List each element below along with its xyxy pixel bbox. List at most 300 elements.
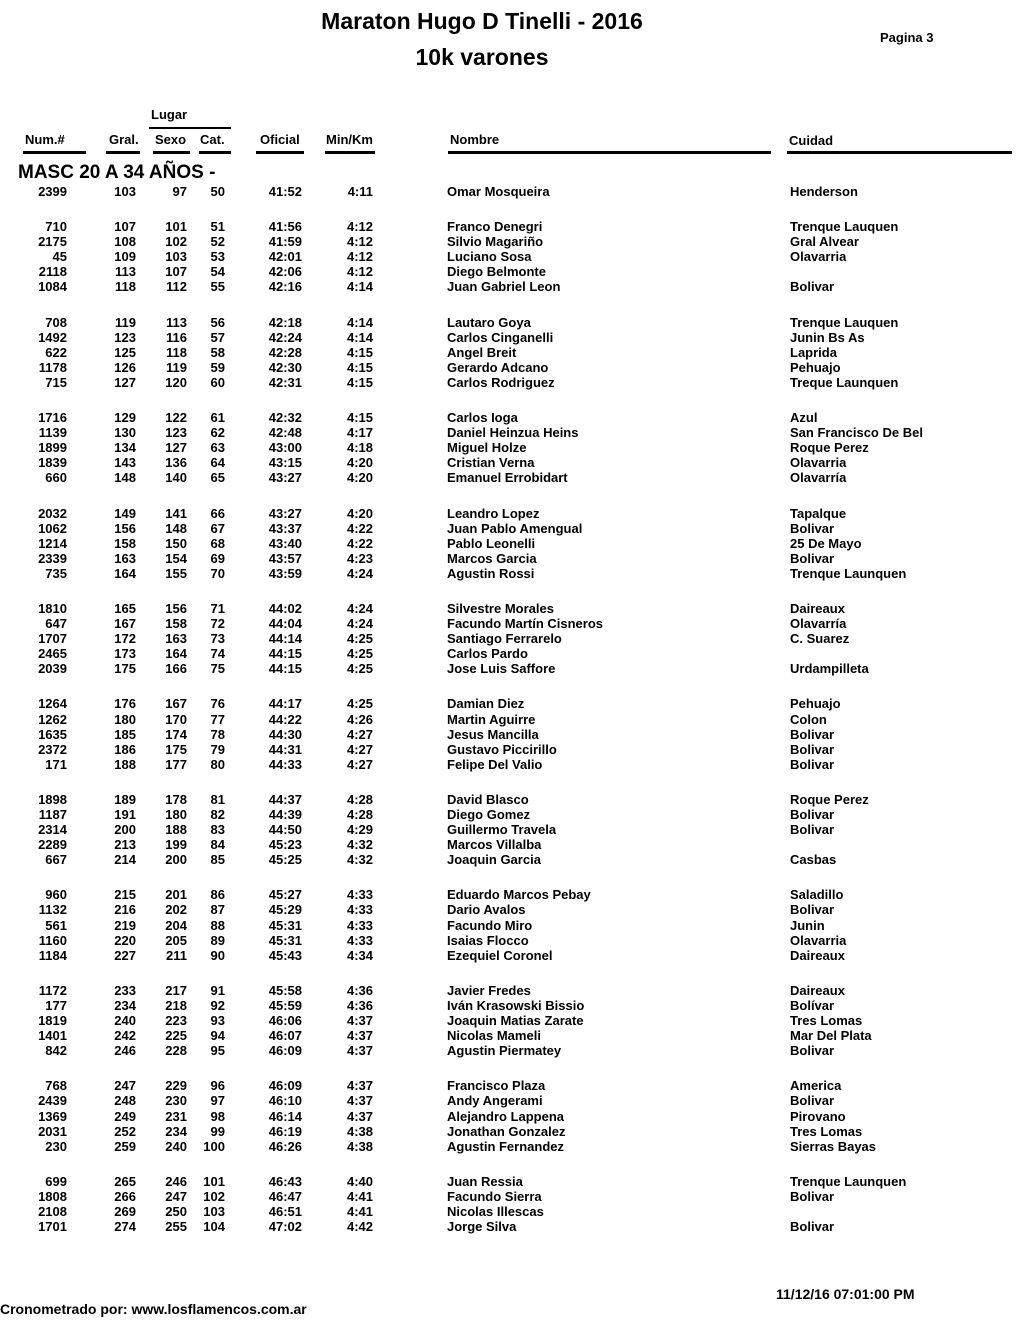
cell-cat: 89 xyxy=(210,932,225,948)
cell-cat: 92 xyxy=(210,997,225,1013)
cell-oficial: 44:15 xyxy=(268,646,302,662)
cell-num: 622 xyxy=(45,344,67,360)
cell-minkm: 4:12 xyxy=(346,219,373,235)
cell-nombre: Andy Angerami xyxy=(447,1093,543,1109)
cell-minkm: 4:28 xyxy=(346,791,373,807)
table-row xyxy=(0,1219,1024,1234)
cell-sexo: 102 xyxy=(165,234,187,250)
cell-oficial: 45:59 xyxy=(268,997,302,1013)
cell-nombre: Guillermo Travela xyxy=(447,822,557,838)
cell-ciudad: Roque Perez xyxy=(790,440,869,456)
cell-gral: 247 xyxy=(114,1078,136,1094)
cell-minkm: 4:22 xyxy=(346,535,373,551)
cell-num: 735 xyxy=(45,565,67,581)
cell-nombre: Carlos Ioga xyxy=(447,410,518,426)
cell-nombre: Santiago Ferrarelo xyxy=(447,631,562,647)
cell-sexo: 154 xyxy=(165,550,187,566)
column-header-sexo: Sexo xyxy=(155,132,187,147)
document-title: Maraton Hugo D Tinelli - 2016 xyxy=(321,8,643,34)
cell-ciudad: Bolivar xyxy=(790,902,835,918)
cell-cat: 94 xyxy=(210,1028,225,1044)
cell-minkm: 4:20 xyxy=(346,455,373,471)
cell-oficial: 41:56 xyxy=(268,219,302,235)
cell-cat: 56 xyxy=(210,314,225,330)
table-row xyxy=(0,345,1024,360)
cell-cat: 83 xyxy=(210,822,225,838)
cell-oficial: 44:31 xyxy=(268,741,302,757)
cell-num: 660 xyxy=(45,470,67,486)
cell-gral: 219 xyxy=(114,917,136,933)
cell-nombre: Jorge Silva xyxy=(447,1219,517,1235)
cell-minkm: 4:12 xyxy=(346,234,373,250)
document-subtitle: 10k varones xyxy=(415,44,549,70)
cell-ciudad: Bolivar xyxy=(790,726,835,742)
cell-sexo: 120 xyxy=(165,374,187,390)
cell-oficial: 44:02 xyxy=(268,600,302,616)
cell-nombre: Juan Gabriel Leon xyxy=(447,279,561,295)
cell-nombre: Jesus Mancilla xyxy=(447,726,539,742)
cell-cat: 100 xyxy=(203,1138,225,1154)
cell-sexo: 119 xyxy=(166,359,187,375)
table-row xyxy=(0,661,1024,676)
cell-gral: 113 xyxy=(115,264,136,280)
cell-sexo: 113 xyxy=(166,314,187,330)
cell-num: 2118 xyxy=(38,264,67,280)
cell-oficial: 44:37 xyxy=(268,791,302,807)
cell-ciudad: Bolivar xyxy=(790,807,835,822)
cell-gral: 149 xyxy=(114,505,136,521)
cell-oficial: 47:02 xyxy=(268,1219,302,1235)
cell-nombre: Facundo Miro xyxy=(447,917,533,933)
cell-nombre: Ezequiel Coronel xyxy=(447,947,553,963)
cell-num: 2399 xyxy=(38,184,67,199)
table-row xyxy=(0,918,1024,933)
table-row xyxy=(0,998,1024,1013)
cell-minkm: 4:26 xyxy=(346,711,373,727)
cell-sexo: 211 xyxy=(166,947,187,963)
cell-cat: 97 xyxy=(210,1093,225,1109)
cell-cat: 98 xyxy=(210,1108,225,1124)
cell-oficial: 46:19 xyxy=(268,1123,302,1139)
cell-num: 1707 xyxy=(38,631,67,647)
table-row xyxy=(0,631,1024,646)
cell-ciudad: 25 De Mayo xyxy=(790,535,862,551)
cell-oficial: 45:43 xyxy=(268,947,302,963)
cell-minkm: 4:14 xyxy=(346,279,373,295)
cell-sexo: 122 xyxy=(165,410,187,426)
header-rule-nombre xyxy=(448,151,771,154)
cell-gral: 173 xyxy=(114,646,136,662)
cell-num: 1214 xyxy=(38,535,67,551)
cell-cat: 65 xyxy=(210,470,225,486)
cell-minkm: 4:22 xyxy=(346,520,373,536)
cell-nombre: Alejandro Lappena xyxy=(447,1108,565,1124)
cell-num: 2039 xyxy=(38,661,67,677)
cell-nombre: Carlos Cinganelli xyxy=(447,329,554,345)
results-table xyxy=(0,184,1024,1234)
cell-num: 647 xyxy=(45,616,67,632)
category-heading: MASC 20 A 34 AÑOS - xyxy=(18,162,216,183)
cell-gral: 216 xyxy=(114,902,136,918)
cell-nombre: Dario Avalos xyxy=(447,902,526,918)
table-row xyxy=(0,933,1024,948)
cell-oficial: 46:10 xyxy=(268,1093,302,1109)
cell-gral: 175 xyxy=(114,661,136,677)
cell-gral: 220 xyxy=(114,932,136,948)
cell-cat: 96 xyxy=(210,1078,225,1094)
cell-cat: 61 xyxy=(210,410,225,426)
page-number: Pagina 3 xyxy=(880,30,934,45)
column-header-nombre: Nombre xyxy=(450,132,500,147)
cell-cat: 85 xyxy=(210,852,225,868)
cell-cat: 79 xyxy=(210,741,225,757)
cell-oficial: 46:47 xyxy=(268,1188,302,1204)
cell-ciudad: Olavarría xyxy=(790,616,847,632)
table-row xyxy=(0,822,1024,837)
cell-oficial: 45:58 xyxy=(268,982,302,998)
table-row xyxy=(0,264,1024,279)
cell-sexo: 205 xyxy=(165,932,187,948)
table-row xyxy=(0,1093,1024,1108)
cell-sexo: 118 xyxy=(166,344,187,360)
cell-ciudad: Trenque Launquen xyxy=(790,565,907,581)
cell-gral: 248 xyxy=(114,1093,136,1109)
cell-num: 2314 xyxy=(38,822,67,838)
cell-nombre: Agustin Fernandez xyxy=(447,1138,565,1154)
table-row xyxy=(0,249,1024,264)
cell-oficial: 42:01 xyxy=(268,249,302,265)
table-row xyxy=(0,1078,1024,1093)
cell-minkm: 4:25 xyxy=(346,661,373,677)
cell-nombre: Leandro Lopez xyxy=(447,505,540,521)
cell-oficial: 42:31 xyxy=(268,374,302,390)
table-row xyxy=(0,837,1024,852)
cell-cat: 76 xyxy=(210,696,225,712)
header-rule-ciudad xyxy=(787,151,1012,154)
cell-num: 1184 xyxy=(38,947,67,963)
cell-oficial: 45:31 xyxy=(268,932,302,948)
cell-gral: 213 xyxy=(114,837,136,853)
cell-cat: 68 xyxy=(210,535,225,551)
cell-nombre: Marcos Garcia xyxy=(447,550,537,566)
cell-cat: 77 xyxy=(210,711,225,727)
cell-oficial: 45:29 xyxy=(268,902,302,918)
cell-sexo: 229 xyxy=(165,1078,187,1094)
cell-sexo: 231 xyxy=(165,1108,187,1124)
cell-sexo: 201 xyxy=(165,887,187,903)
cell-minkm: 4:42 xyxy=(346,1219,373,1235)
table-row xyxy=(0,757,1024,772)
cell-gral: 252 xyxy=(114,1123,136,1139)
cell-nombre: Facundo Martín Cisneros xyxy=(447,616,604,632)
cell-oficial: 44:50 xyxy=(268,822,302,838)
table-row xyxy=(0,616,1024,631)
table-row xyxy=(0,807,1024,822)
cell-ciudad: Bolivar xyxy=(790,1219,835,1235)
table-row xyxy=(0,440,1024,455)
cell-gral: 227 xyxy=(114,947,136,963)
cell-gral: 107 xyxy=(114,219,136,235)
cell-cat: 95 xyxy=(210,1043,225,1059)
cell-num: 561 xyxy=(45,917,67,933)
cell-cat: 58 xyxy=(210,344,225,360)
cell-oficial: 46:09 xyxy=(268,1043,302,1059)
cell-num: 1264 xyxy=(38,696,67,712)
header-rule-sexo xyxy=(153,151,190,154)
cell-num: 1899 xyxy=(38,440,67,456)
column-header-num: Num.# xyxy=(25,132,65,147)
cell-oficial: 42:48 xyxy=(268,425,302,441)
table-row xyxy=(0,184,1024,199)
cell-num: 1701 xyxy=(38,1219,67,1235)
cell-cat: 71 xyxy=(210,600,225,616)
cell-num: 960 xyxy=(45,887,67,903)
cell-minkm: 4:11 xyxy=(347,184,373,199)
cell-num: 1635 xyxy=(38,726,67,742)
cell-sexo: 170 xyxy=(165,711,187,727)
table-row xyxy=(0,601,1024,616)
table-row xyxy=(0,315,1024,330)
cell-cat: 60 xyxy=(210,374,225,390)
cell-ciudad: C. Suarez xyxy=(790,631,850,647)
cell-nombre: Silvestre Morales xyxy=(447,600,554,616)
cell-gral: 265 xyxy=(114,1173,136,1189)
table-row xyxy=(0,410,1024,425)
cell-minkm: 4:34 xyxy=(346,947,373,963)
table-row xyxy=(0,1043,1024,1058)
cell-oficial: 42:30 xyxy=(268,359,302,375)
cell-num: 1839 xyxy=(38,455,67,471)
cell-cat: 66 xyxy=(210,505,225,521)
header-rule-gral xyxy=(106,151,140,154)
cell-ciudad: Bolívar xyxy=(790,997,835,1013)
cell-nombre: Javier Fredes xyxy=(447,982,531,998)
cell-num: 45 xyxy=(52,249,67,265)
cell-ciudad: Pirovano xyxy=(790,1108,846,1124)
cell-oficial: 42:24 xyxy=(268,329,302,345)
cell-gral: 118 xyxy=(115,279,136,295)
cell-nombre: Facundo Sierra xyxy=(447,1188,542,1204)
cell-cat: 104 xyxy=(203,1219,225,1235)
cell-sexo: 163 xyxy=(165,631,187,647)
cell-minkm: 4:41 xyxy=(346,1188,373,1204)
cell-nombre: David Blasco xyxy=(447,791,529,807)
cell-minkm: 4:37 xyxy=(346,1078,373,1094)
cell-gral: 266 xyxy=(114,1188,136,1204)
table-row xyxy=(0,1013,1024,1028)
cell-minkm: 4:20 xyxy=(346,470,373,486)
cell-oficial: 44:15 xyxy=(268,661,302,677)
cell-cat: 93 xyxy=(210,1013,225,1029)
cell-sexo: 112 xyxy=(166,279,187,295)
cell-num: 1369 xyxy=(38,1108,67,1124)
cell-num: 768 xyxy=(45,1078,67,1094)
cell-gral: 165 xyxy=(114,600,136,616)
cell-nombre: Eduardo Marcos Pebay xyxy=(447,887,591,903)
cell-num: 2032 xyxy=(38,505,67,521)
cell-ciudad: Bolivar xyxy=(790,1188,835,1204)
cell-num: 699 xyxy=(45,1173,67,1189)
cell-ciudad: Azul xyxy=(790,410,818,426)
cell-ciudad: Pehuajo xyxy=(790,696,841,712)
cell-oficial: 46:51 xyxy=(268,1203,302,1219)
table-row xyxy=(0,521,1024,536)
cell-minkm: 4:14 xyxy=(346,314,373,330)
cell-oficial: 46:43 xyxy=(268,1173,302,1189)
cell-nombre: Damian Diez xyxy=(447,696,525,712)
cell-nombre: Cristian Verna xyxy=(447,455,535,471)
cell-ciudad: Pehuajo xyxy=(790,359,841,375)
cell-minkm: 4:38 xyxy=(346,1123,373,1139)
cell-gral: 126 xyxy=(114,359,136,375)
cell-cat: 86 xyxy=(210,887,225,903)
table-row xyxy=(0,1204,1024,1219)
cell-sexo: 101 xyxy=(165,219,187,235)
cell-num: 1084 xyxy=(38,279,67,295)
cell-sexo: 234 xyxy=(165,1123,187,1139)
cell-nombre: Agustin Piermatey xyxy=(447,1043,562,1059)
cell-sexo: 116 xyxy=(166,329,187,345)
cell-ciudad: Olavarría xyxy=(790,470,847,486)
cell-minkm: 4:37 xyxy=(346,1013,373,1029)
cell-cat: 90 xyxy=(210,947,225,963)
cell-ciudad: Junin xyxy=(790,917,825,933)
cell-oficial: 46:26 xyxy=(268,1138,302,1154)
cell-nombre: Miguel Holze xyxy=(447,440,527,456)
cell-num: 1062 xyxy=(38,520,67,536)
cell-ciudad: Olavarria xyxy=(790,455,847,471)
cell-num: 2439 xyxy=(38,1093,67,1109)
cell-num: 1716 xyxy=(38,410,67,426)
cell-num: 710 xyxy=(45,219,67,235)
cell-sexo: 164 xyxy=(165,646,187,662)
cell-num: 2289 xyxy=(38,837,67,853)
cell-nombre: Felipe Del Valio xyxy=(447,756,543,772)
table-row xyxy=(0,1174,1024,1189)
cell-cat: 54 xyxy=(210,264,225,280)
cell-oficial: 44:30 xyxy=(268,726,302,742)
cell-cat: 103 xyxy=(203,1203,225,1219)
cell-minkm: 4:14 xyxy=(346,329,373,345)
cell-oficial: 42:06 xyxy=(268,264,302,280)
cell-nombre: Carlos Pardo xyxy=(447,646,528,662)
cell-ciudad: Trenque Lauquen xyxy=(790,219,899,235)
cell-nombre: Martin Aguirre xyxy=(447,711,536,727)
cell-nombre: Gerardo Adcano xyxy=(447,359,549,375)
table-row xyxy=(0,566,1024,581)
cell-ciudad: Bolivar xyxy=(790,550,835,566)
cell-minkm: 4:25 xyxy=(346,631,373,647)
cell-cat: 74 xyxy=(210,646,225,662)
cell-oficial: 42:32 xyxy=(268,410,302,426)
cell-oficial: 44:17 xyxy=(268,696,302,712)
cell-sexo: 199 xyxy=(165,837,187,853)
cell-minkm: 4:41 xyxy=(346,1203,373,1219)
cell-sexo: 240 xyxy=(165,1138,187,1154)
table-row xyxy=(0,455,1024,470)
cell-num: 1819 xyxy=(38,1013,67,1029)
cell-cat: 102 xyxy=(203,1188,225,1204)
cell-oficial: 44:39 xyxy=(268,807,302,822)
cell-nombre: Daniel Heinzua Heins xyxy=(447,425,579,441)
cell-gral: 189 xyxy=(114,791,136,807)
table-row xyxy=(0,219,1024,234)
cell-oficial: 43:57 xyxy=(268,550,302,566)
cell-cat: 88 xyxy=(210,917,225,933)
cell-cat: 87 xyxy=(210,902,225,918)
cell-sexo: 202 xyxy=(165,902,187,918)
cell-minkm: 4:15 xyxy=(346,344,373,360)
cell-minkm: 4:32 xyxy=(346,837,373,853)
cell-oficial: 42:28 xyxy=(268,344,302,360)
cell-num: 1808 xyxy=(38,1188,67,1204)
cell-oficial: 41:52 xyxy=(268,184,302,199)
cell-cat: 75 xyxy=(210,661,225,677)
cell-num: 1132 xyxy=(38,902,67,918)
cell-minkm: 4:12 xyxy=(346,249,373,265)
cell-ciudad: Bolivar xyxy=(790,520,835,536)
cell-num: 2465 xyxy=(38,646,67,662)
cell-gral: 233 xyxy=(114,982,136,998)
table-row xyxy=(0,1028,1024,1043)
table-row xyxy=(0,279,1024,294)
header-rule-minkm xyxy=(325,151,375,154)
cell-oficial: 43:27 xyxy=(268,505,302,521)
cell-oficial: 41:59 xyxy=(268,234,302,250)
table-row xyxy=(0,742,1024,757)
cell-cat: 82 xyxy=(210,807,225,822)
cell-minkm: 4:37 xyxy=(346,1028,373,1044)
cell-gral: 134 xyxy=(114,440,136,456)
cell-nombre: Juan Ressia xyxy=(447,1173,523,1189)
cell-num: 1160 xyxy=(38,932,67,948)
cell-sexo: 103 xyxy=(165,249,187,265)
cell-ciudad: Colon xyxy=(790,711,827,727)
cell-ciudad: Trenque Lauquen xyxy=(790,314,899,330)
cell-cat: 69 xyxy=(210,550,225,566)
cell-nombre: Jonathan Gonzalez xyxy=(447,1123,566,1139)
cell-nombre: Emanuel Errobidart xyxy=(447,470,568,486)
cell-ciudad: Olavarria xyxy=(790,249,847,265)
cell-ciudad: Daireaux xyxy=(790,982,845,998)
cell-gral: 125 xyxy=(114,344,136,360)
column-group-lugar: Lugar xyxy=(151,107,188,122)
cell-gral: 164 xyxy=(114,565,136,581)
cell-num: 2339 xyxy=(38,550,67,566)
cell-minkm: 4:40 xyxy=(346,1173,373,1189)
cell-nombre: Gustavo Piccirillo xyxy=(447,741,557,757)
cell-num: 1492 xyxy=(38,329,67,345)
cell-minkm: 4:33 xyxy=(346,887,373,903)
cell-ciudad: Olavarria xyxy=(790,932,847,948)
cell-minkm: 4:27 xyxy=(346,756,373,772)
cell-nombre: Diego Belmonte xyxy=(447,264,546,280)
cell-oficial: 43:27 xyxy=(268,470,302,486)
cell-cat: 80 xyxy=(210,756,225,772)
cell-oficial: 42:16 xyxy=(268,279,302,295)
table-row xyxy=(0,887,1024,902)
cell-nombre: Joaquin Matias Zarate xyxy=(447,1013,584,1029)
cell-ciudad: Tapalque xyxy=(790,505,847,521)
cell-oficial: 44:04 xyxy=(268,616,302,632)
cell-cat: 62 xyxy=(210,425,225,441)
cell-ciudad: Bolivar xyxy=(790,1043,835,1059)
cell-gral: 103 xyxy=(114,184,136,199)
cell-gral: 180 xyxy=(114,711,136,727)
cell-minkm: 4:33 xyxy=(346,902,373,918)
cell-sexo: 166 xyxy=(165,661,187,677)
cell-oficial: 46:06 xyxy=(268,1013,302,1029)
